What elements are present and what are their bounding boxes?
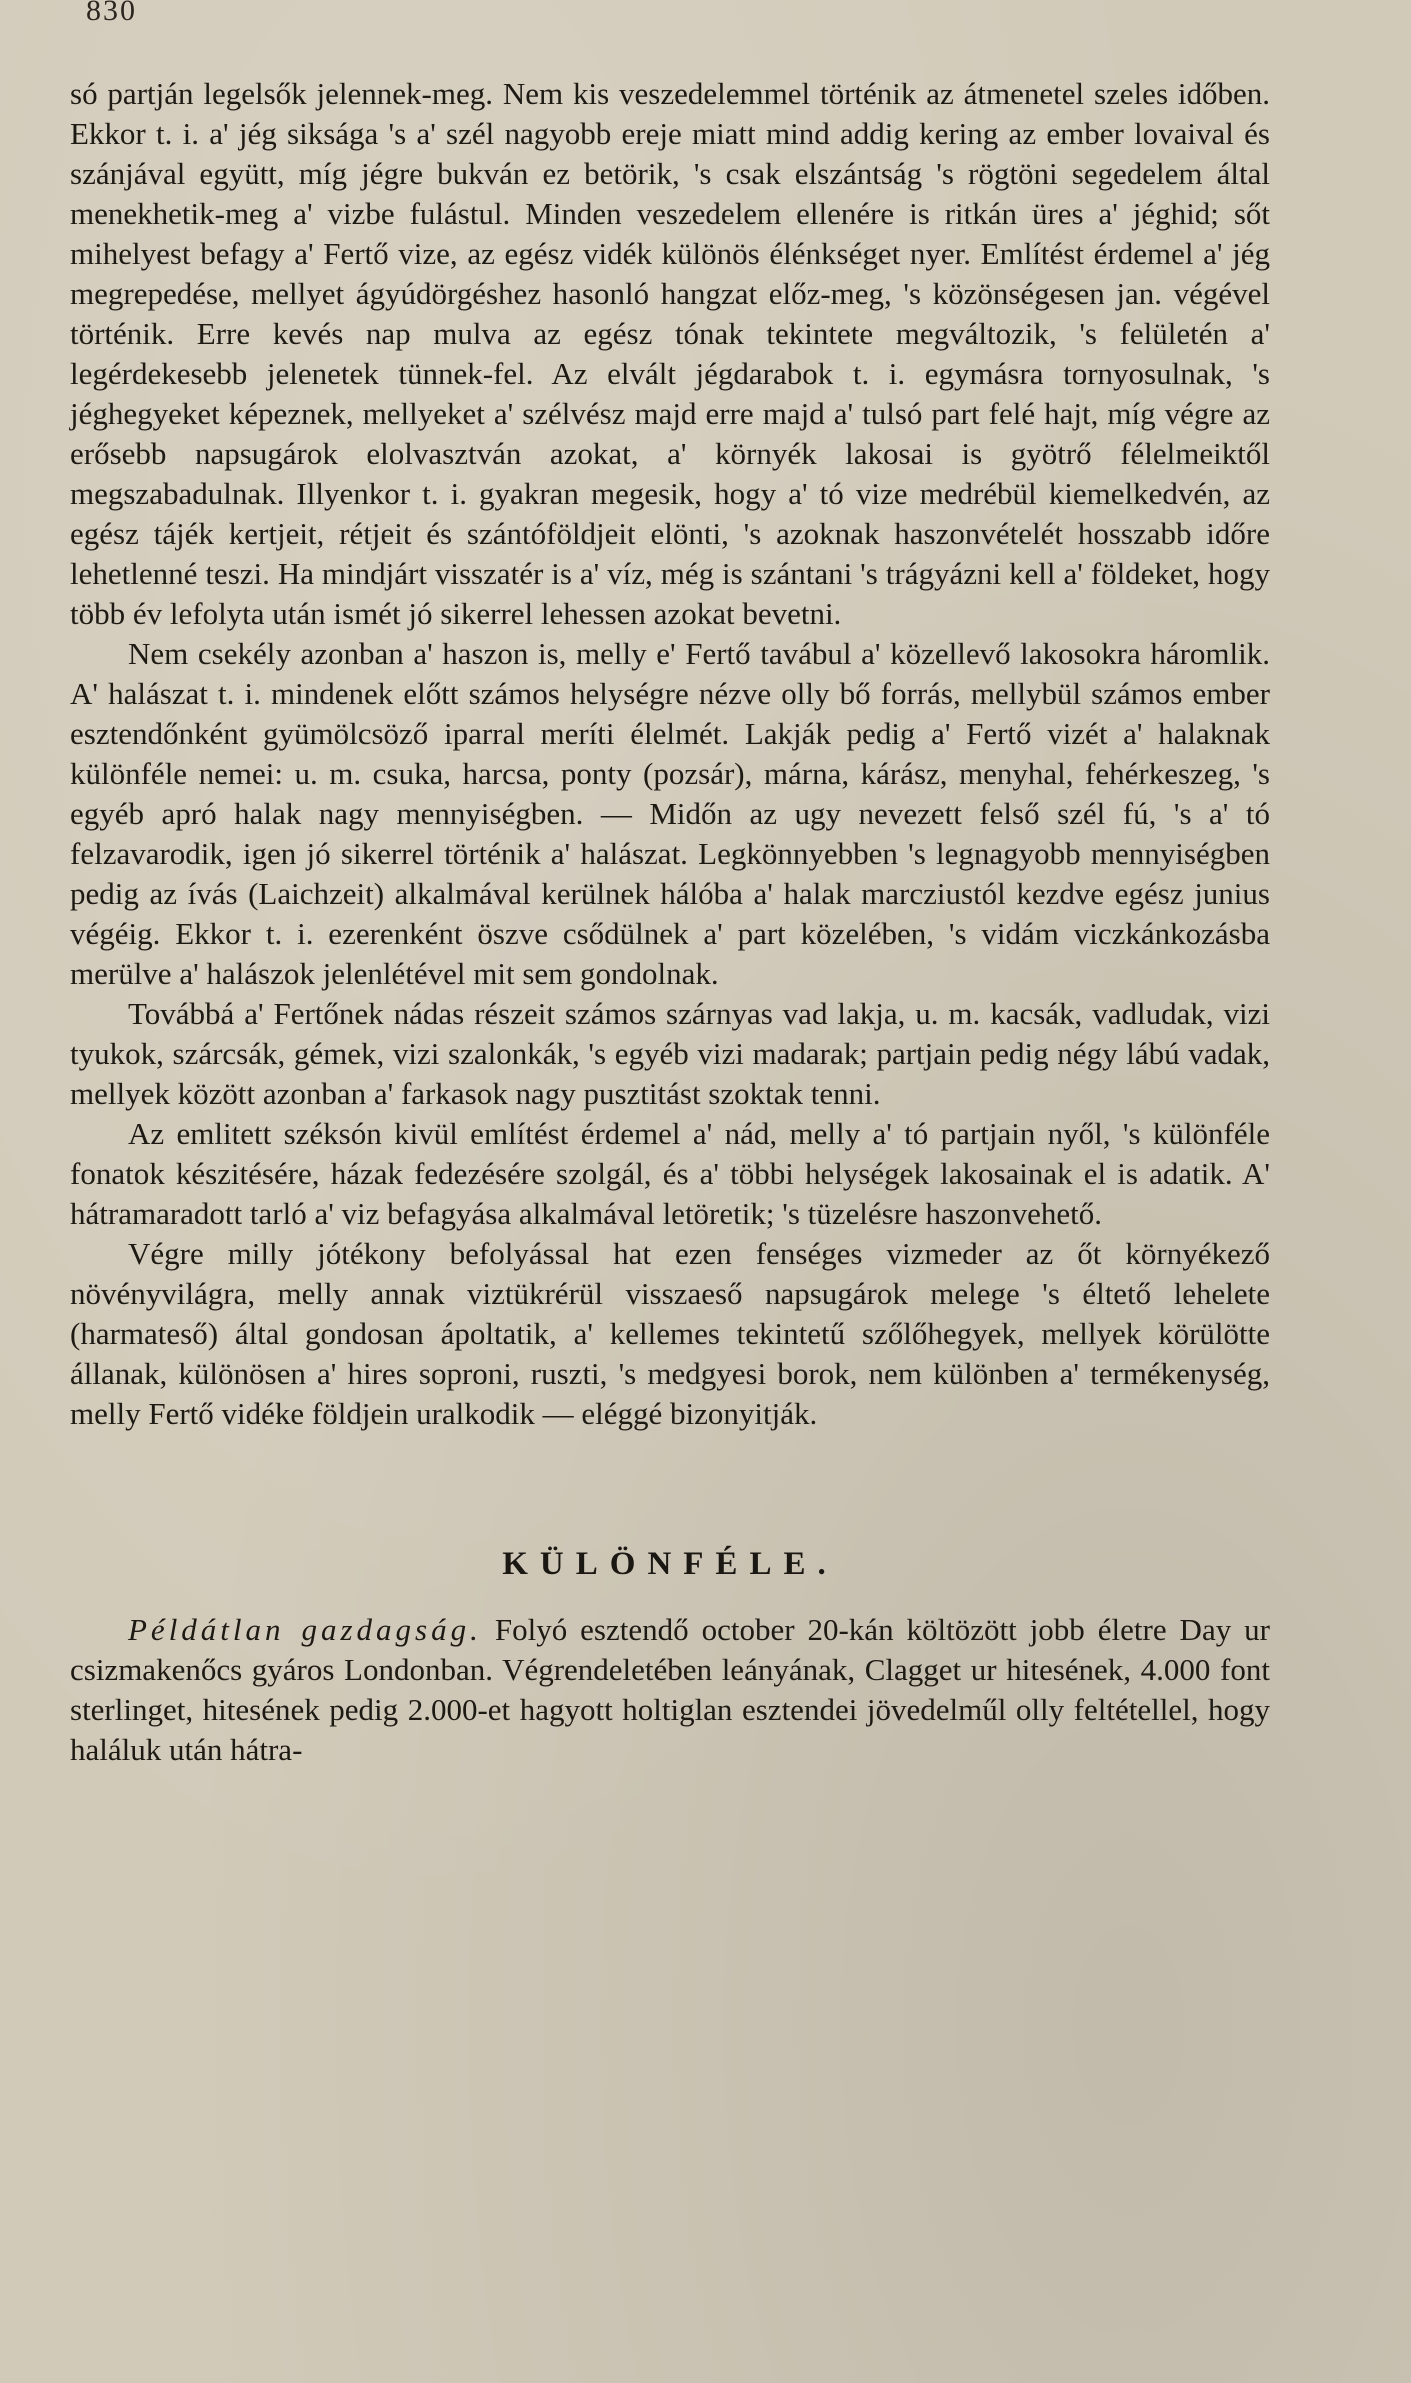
paragraph-ice-crossing: só partján legelsők jelennek-meg. Nem kis veszedelemmel történik az átmenetel szeles időben. Ekkor t. i. a' jég siksága 's a' szél nagyobb ereje miatt mind addig kering az ember lovaival és szánjával együtt, míg jégre bukván ez betörik, 's csak elszántság 's rögtöni segedelem által menekhetik-meg a' vizbe fulástul. Minden veszedelem ellenére is ritkán üres a' jéghid; sőt mihelyest befagy a' Fertő vize, az egész vidék különös élénkséget nyer. Említést érdemel a' jég megrepedése, mellyet ágyúdörgéshez hasonló hangzat előz-meg, 's közönségesen jan. végével történik. Erre kevés nap mulva az egész tónak tekintete megváltozik, 's felületén a' legérdekesebb jelenetek tünnek-fel. Az elvált jégdarabok t. i. egymásra tornyosulnak, 's jéghegyeket képeznek, mellyeket a' szélvész majd erre majd a' tulsó part felé hajt, míg végre az erősebb napsugárok elolvasztván azokat, a' környék lakosai is gyötrő félelmeiktől megszabadulnak. Illyenkor t. i. gyakran megesik, hogy a' tó vize medrébül kiemelkedvén, az egész tájék kertjeit, rétjeit és szántóföldjeit elönti, 's azoknak haszonvételét hosszabb időre lehetlenné teszi. Ha mindjárt visszatér is a' víz, még is szántani 's trágyázni kell a' földeket, hogy több év lefolyta után ismét jó sikerrel lehessen azokat bevetni. bbox=[70, 76, 1270, 631]
news-item-text: Folyó esztendő october 20-kán költözött jobb életre Day ur csizmakenőcs gyáros Londonban. Végrendeletében leányának, Clagget ur hitesének, 4.000 font sterlinget, hitesének pedig 2.000-et hagyott holtiglan esztendei jövedelműl olly feltétellel, hogy haláluk után hátra- bbox=[70, 1612, 1270, 1767]
article-body bbox=[70, 74, 1270, 1770]
page-number: 830 bbox=[86, 0, 137, 27]
paragraph-news-item bbox=[70, 1610, 1270, 1770]
paragraph-vineyards: Végre milly jótékony befolyással hat ezen fenséges vizmeder az őt környékező növényvilágra, melly annak viztükrérül visszaeső napsugárok melege 's éltető lehelete (harmateső) által gondosan ápoltatik, a' kellemes tekintetű szőlőhegyek, mellyek körülötte állanak, különösen a' hires soproni, ruszti, 's medgyesi borok, nem különben a' termékenység, melly Fertő vidéke földjein uralkodik — eléggé bizonyitják. bbox=[70, 1236, 1270, 1431]
section-heading: KÜLÖNFÉLE. bbox=[502, 1546, 838, 1582]
paragraph-fishing: Nem csekély azonban a' haszon is, melly e' Fertő tavábul a' közellevő lakosokra háromlik. A' halászat t. i. mindenek előtt számos helységre nézve olly bő forrás, mellybül számos ember esztendőnként gyümölcsöző iparral meríti élelmét. Lakják pedig a' Fertő vizét a' halaknak különféle nemei: u. m. csuka, harcsa, ponty (pozsár), márna, kárász, menyhal, fehérkeszeg, 's egyéb apró halak nagy mennyiségben. — Midőn az ugy nevezett felső szél fú, 's a' tó felzavarodik, igen jó sikerrel történik a' halászat. Legkönnyebben 's legnagyobb mennyiségben pedig az ívás (Laichzeit) alkalmával kerülnek hálóba a' halak marcziustól kezdve egész junius végéig. Ekkor t. i. ezerenként öszve csődülnek a' part közelében, 's vidám viczkánkozásba merülve a' halászok jelenlétével mit sem gondolnak. bbox=[70, 636, 1270, 991]
paragraph-reed: Az emlitett széksón kivül említést érdemel a' nád, melly a' tó partjain nyől, 's különféle fonatok készitésére, házak fedezésére szolgál, és a' többi helységek lakosainak el is adatik. A' hátramaradott tarló a' viz befagyása alkalmával letöretik; 's tüzelésre haszonvehető. bbox=[70, 1116, 1270, 1231]
news-item-lead: Példátlan gazdagság. bbox=[128, 1612, 482, 1647]
paragraph-waterfowl: Továbbá a' Fertőnek nádas részeit számos szárnyas vad lakja, u. m. kacsák, vadludak, vizi tyukok, szárcsák, gémek, vizi szalonkák, 's egyéb vizi madarak; partjain pedig négy lábú vadak, mellyek között azonban a' farkasok nagy pusztitást szoktak tenni. bbox=[70, 996, 1270, 1111]
